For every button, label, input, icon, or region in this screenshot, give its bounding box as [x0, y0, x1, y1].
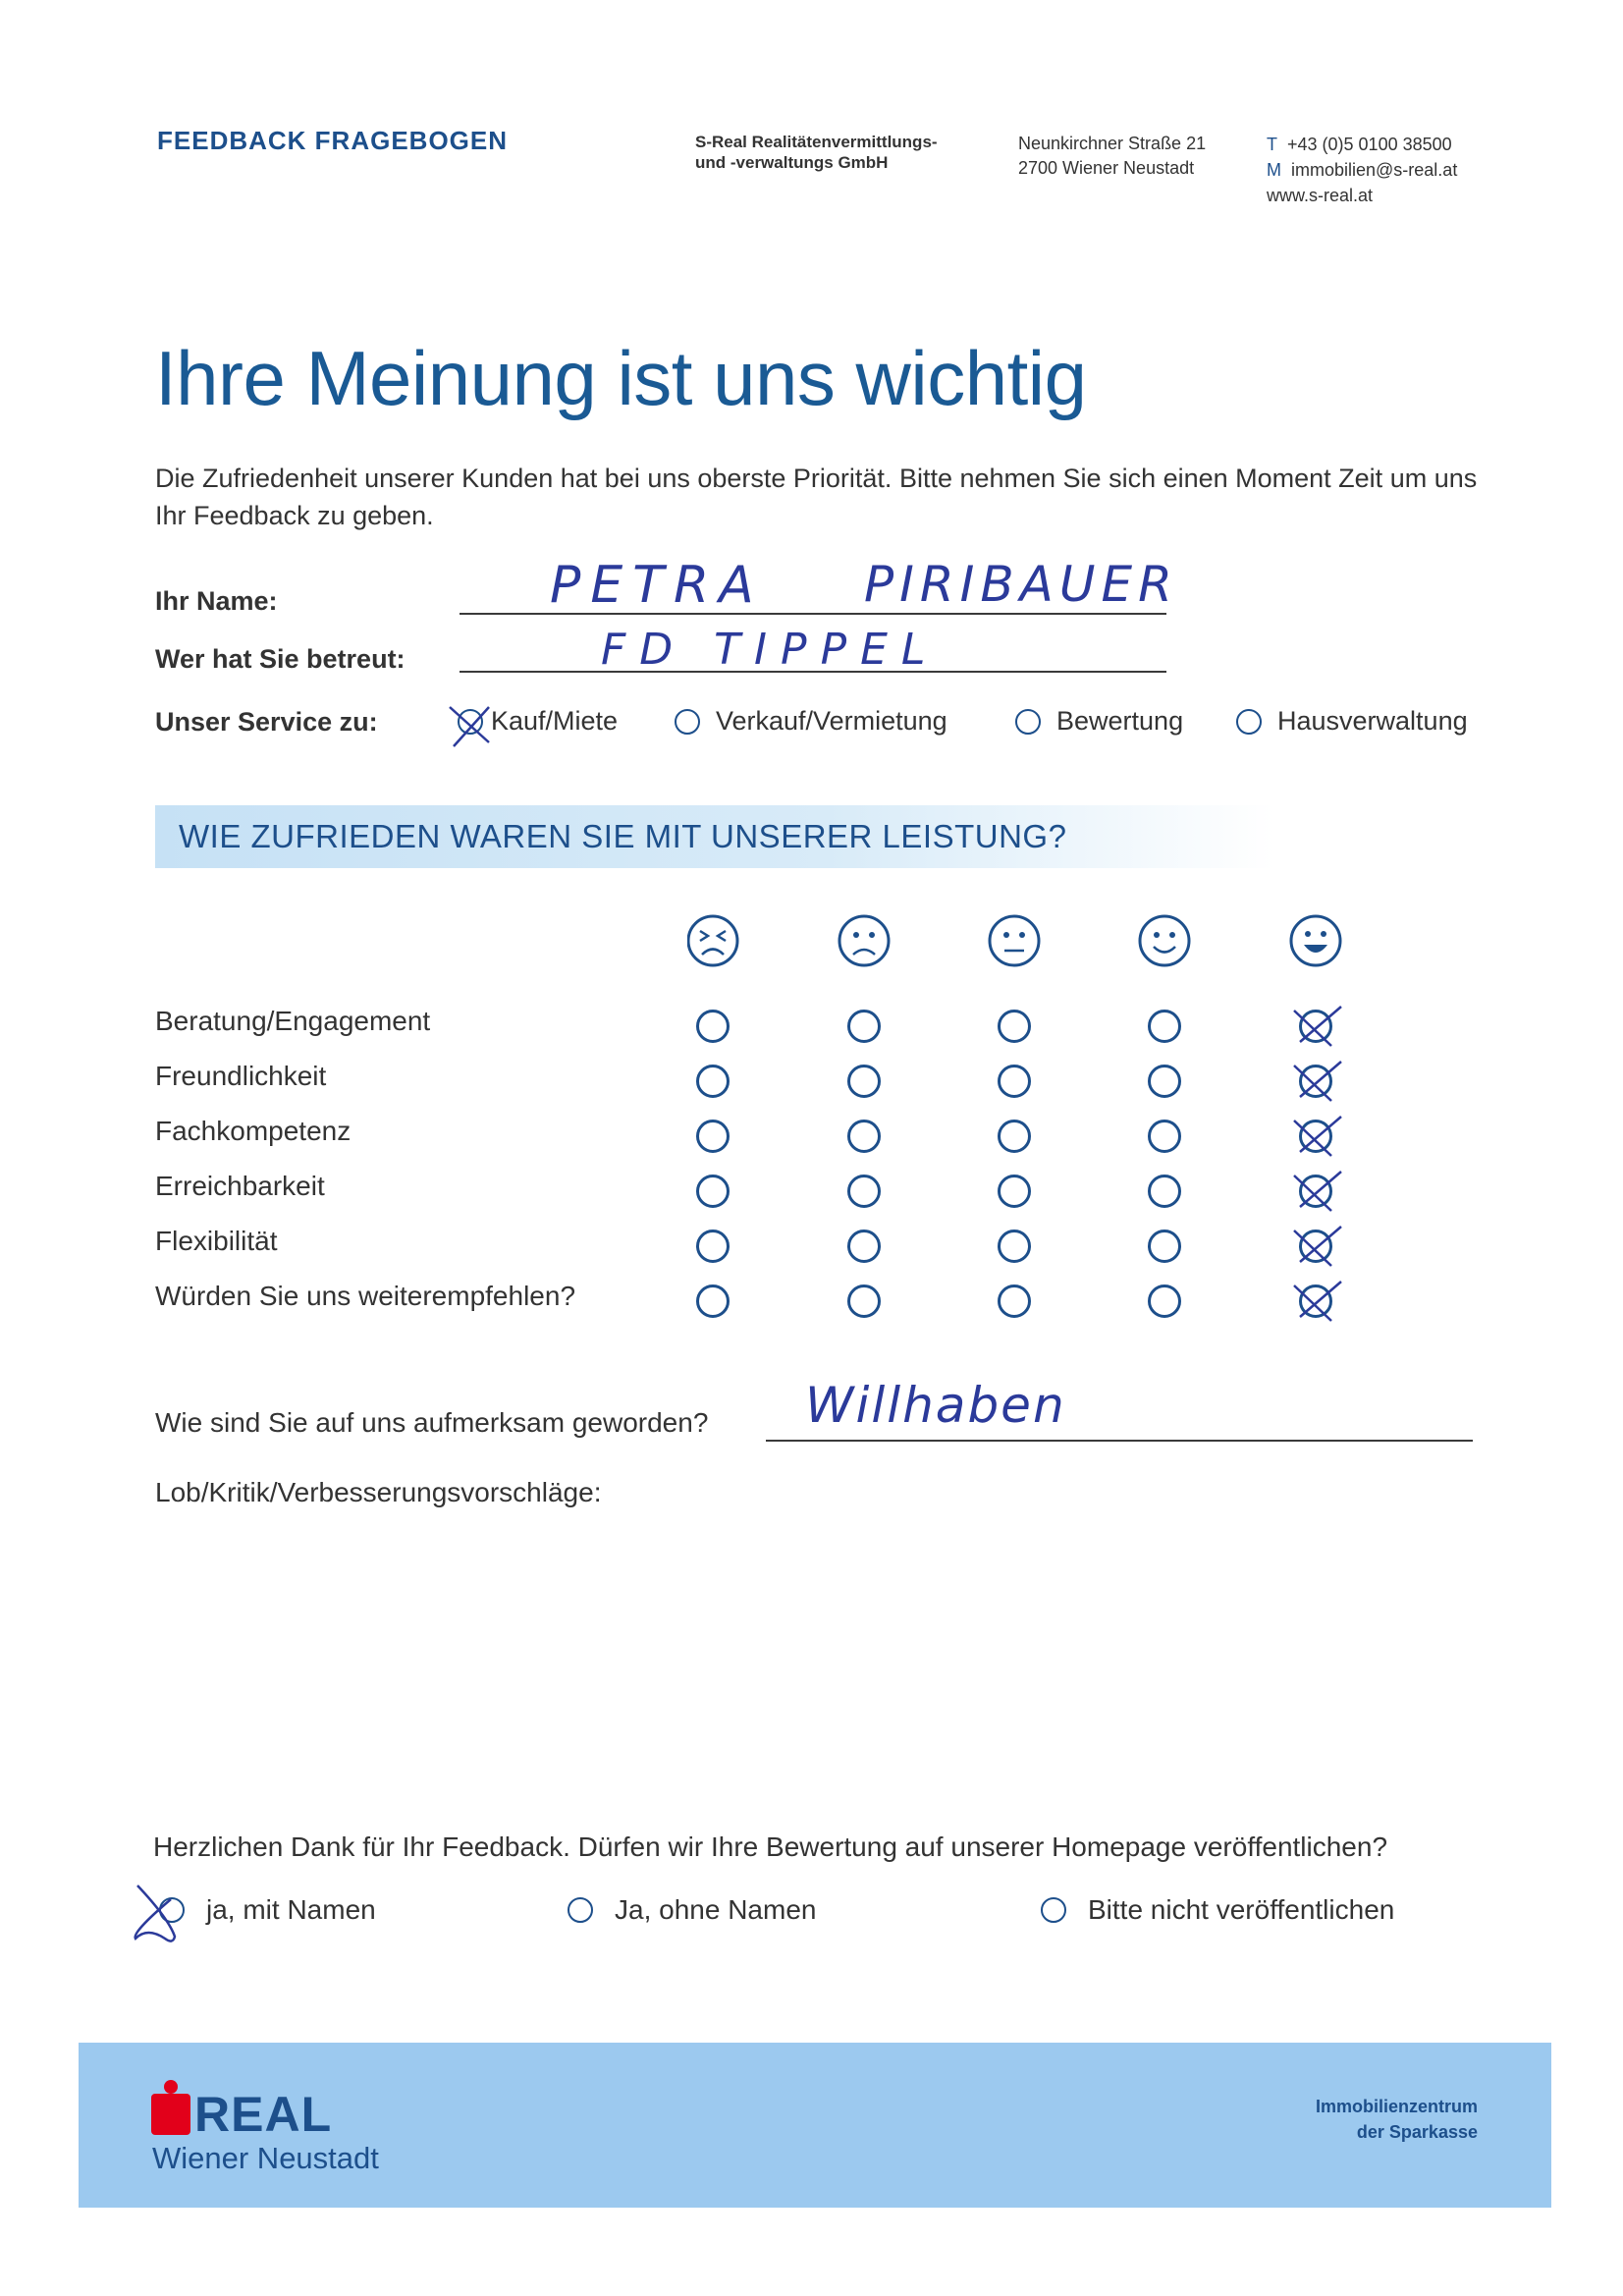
- service-radio-hausverwaltung[interactable]: [1236, 709, 1262, 735]
- handwritten-cross-icon: [128, 1880, 196, 1948]
- handwritten-cross-icon: [446, 701, 514, 750]
- sparkasse-s-icon: [151, 2094, 190, 2135]
- service-option-hausverwaltung[interactable]: Hausverwaltung: [1236, 706, 1468, 737]
- rating-radio[interactable]: [696, 1065, 730, 1098]
- publish-option-without-name[interactable]: Ja, ohne Namen: [568, 1894, 816, 1926]
- smiling-face-icon: [1140, 916, 1189, 965]
- service-radio-bewertung[interactable]: [1015, 709, 1041, 735]
- rating-radio[interactable]: [847, 1285, 881, 1318]
- source-field-line[interactable]: [766, 1440, 1473, 1442]
- rating-radio[interactable]: [998, 1285, 1031, 1318]
- rating-radio[interactable]: [1299, 1065, 1332, 1098]
- intro-text: Die Zufriedenheit unserer Kunden hat bei uns oberste Priorität. Bitte nehmen Sie sich einen Moment Zeit um uns Ihr Feedback zu geben.: [155, 464, 1478, 530]
- s-real-logo: REAL: [151, 2086, 332, 2143]
- rating-heading: WIE ZUFRIEDEN WAREN SIE MIT UNSERER LEISTUNG?: [179, 818, 1067, 854]
- rating-radio[interactable]: [1299, 1285, 1332, 1318]
- publish-radio-no-publish[interactable]: [1041, 1897, 1066, 1923]
- rating-radio[interactable]: [696, 1230, 730, 1263]
- rating-row-label: Erreichbarkeit: [155, 1171, 325, 1201]
- publish-option-no-publish[interactable]: Bitte nicht veröffentlichen: [1041, 1894, 1394, 1926]
- rating-radio[interactable]: [696, 1175, 730, 1208]
- rating-radio[interactable]: [998, 1065, 1031, 1098]
- email-line: M immobilien@s-real.at: [1267, 160, 1458, 180]
- rating-row-label: Freundlichkeit: [155, 1061, 327, 1091]
- rating-radio[interactable]: [1299, 1175, 1332, 1208]
- rating-row-label: Beratung/Engagement: [155, 1006, 431, 1036]
- service-radio-kauf-miete[interactable]: [458, 709, 483, 735]
- rating-radio[interactable]: [1148, 1175, 1181, 1208]
- handwritten-cross-icon: [1290, 1278, 1359, 1327]
- rating-radio[interactable]: [1299, 1120, 1332, 1153]
- advisor-label: Wer hat Sie betreut:: [155, 644, 406, 674]
- neutral-face-icon: [990, 916, 1039, 965]
- rating-radio[interactable]: [1148, 1285, 1181, 1318]
- page-headline: Ihre Meinung ist uns wichtig: [155, 335, 1087, 421]
- rating-radio[interactable]: [847, 1010, 881, 1043]
- rating-radio[interactable]: [696, 1010, 730, 1043]
- service-option-verkauf[interactable]: Verkauf/Vermietung: [675, 706, 947, 737]
- logo-city: Wiener Neustadt: [152, 2141, 379, 2175]
- rating-radio[interactable]: [998, 1230, 1031, 1263]
- publish-option-with-name[interactable]: ja, mit Namen: [159, 1894, 376, 1926]
- company-contact: [1267, 132, 1457, 208]
- advisor-handwritten: FD TIPPEL: [601, 625, 940, 675]
- rating-radio[interactable]: [998, 1175, 1031, 1208]
- handwritten-cross-icon: [1290, 1113, 1359, 1162]
- very-happy-face-icon: [1291, 916, 1340, 965]
- rating-scale: [687, 913, 1355, 972]
- publish-radio-without-name[interactable]: [568, 1897, 593, 1923]
- rating-radio[interactable]: [1148, 1065, 1181, 1098]
- name-label: Ihr Name:: [155, 586, 278, 616]
- rating-radio[interactable]: [1148, 1230, 1181, 1263]
- rating-radio[interactable]: [696, 1120, 730, 1153]
- sad-face-icon: [839, 916, 889, 965]
- rating-row-label: Fachkompetenz: [155, 1116, 352, 1146]
- service-option-kauf-miete[interactable]: Kauf/Miete: [458, 706, 618, 737]
- rating-row-label: Würden Sie uns weiterempfehlen?: [155, 1281, 576, 1311]
- rating-row-label: Flexibilität: [155, 1226, 278, 1256]
- name-last-handwritten: PIRIBAUER: [864, 556, 1178, 613]
- rating-radio[interactable]: [847, 1120, 881, 1153]
- very-unhappy-face-icon: [688, 916, 737, 965]
- comments-label: Lob/Kritik/Verbesserungsvorschläge:: [155, 1477, 602, 1507]
- phone-line: T +43 (0)5 0100 38500: [1267, 135, 1452, 154]
- handwritten-cross-icon: [1290, 1003, 1359, 1052]
- rating-radio[interactable]: [1148, 1120, 1181, 1153]
- rating-radio[interactable]: [1299, 1230, 1332, 1263]
- company-address: Neunkirchner Straße 21 2700 Wiener Neustadt: [1018, 134, 1207, 178]
- handwritten-cross-icon: [1290, 1168, 1359, 1217]
- handwritten-cross-icon: [1290, 1058, 1359, 1107]
- rating-radio[interactable]: [847, 1175, 881, 1208]
- publish-question: Herzlichen Dank für Ihr Feedback. Dürfen wir Ihre Bewertung auf unserer Homepage veröffentlichen?: [153, 1831, 1388, 1862]
- website-link[interactable]: www.s-real.at: [1267, 186, 1374, 205]
- source-question-label: Wie sind Sie auf uns aufmerksam geworden?: [155, 1407, 709, 1438]
- comments-area[interactable]: [155, 1522, 1471, 1797]
- rating-radio[interactable]: [1148, 1010, 1181, 1043]
- service-radio-verkauf[interactable]: [675, 709, 700, 735]
- service-label: Unser Service zu:: [155, 707, 378, 737]
- service-option-bewertung[interactable]: Bewertung: [1015, 706, 1183, 737]
- footer-tagline: Immobilienzentrum der Sparkasse: [1315, 2097, 1478, 2142]
- rating-radio[interactable]: [998, 1010, 1031, 1043]
- publish-radio-with-name[interactable]: [159, 1897, 185, 1923]
- rating-radio[interactable]: [998, 1120, 1031, 1153]
- source-handwritten: Willhaben: [805, 1377, 1066, 1434]
- handwritten-cross-icon: [1290, 1223, 1359, 1272]
- rating-radio[interactable]: [696, 1285, 730, 1318]
- form-title: FEEDBACK FRAGEBOGEN: [157, 126, 509, 155]
- company-name: S-Real Realitätenvermittlungs- und -verwaltungs GmbH: [695, 133, 938, 172]
- rating-radio[interactable]: [1299, 1010, 1332, 1043]
- rating-radio[interactable]: [847, 1065, 881, 1098]
- rating-radio[interactable]: [847, 1230, 881, 1263]
- name-first-handwritten: PETRA: [550, 556, 764, 615]
